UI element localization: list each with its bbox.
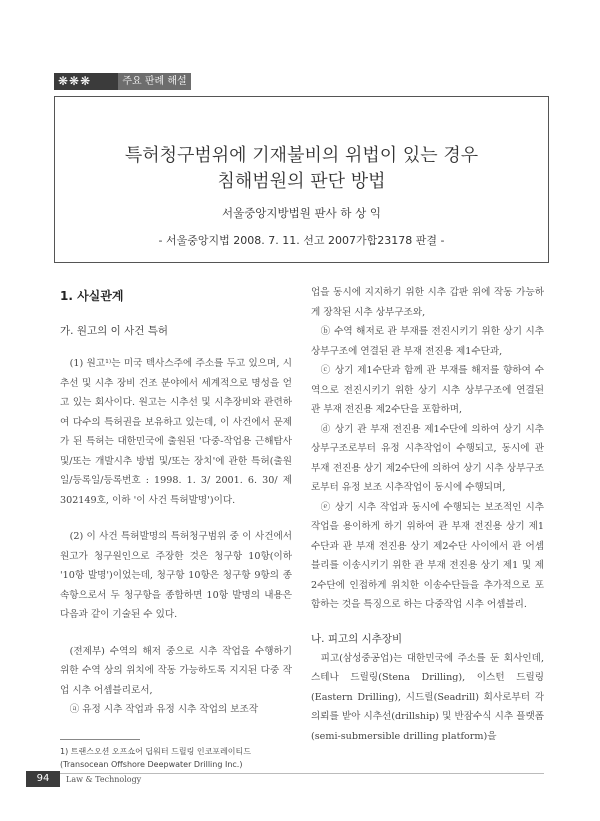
- section-heading: 1. 사실관계: [60, 289, 124, 303]
- paragraph: (전제부) 수역의 해저 중으로 시추 작업을 수행하기 위한 수역 상의 위치에 작동 가능하도록 지지된 다중 작업 시추 어셈블리로서,: [60, 645, 292, 696]
- paragraph: 피고(삼성중공업)는 대한민국에 주소를 둔 회사인데, 스테나 드릴링(Stena Drilling), 이스턴 드릴링(Eastern Drilling), 시드릴(Seadrill) 회사로부터 각 의뢰를 받아 시추선(drillship) 및 반잠수식 시추 플랫폼(semi-submersible drilling platform)을: [311, 652, 544, 742]
- paragraph: 업을 동시에 지지하기 위한 시추 갑판 위에 작동 가능하게 장착된 시추 상부구조와,: [311, 287, 544, 318]
- stars-icon: ❋❋❋: [58, 74, 92, 88]
- subsection-heading: 가. 원고의 이 사건 특허: [60, 325, 168, 337]
- author-line: 서울중앙지방법원 판사 하 상 익: [221, 206, 382, 220]
- paragraph: (1) 원고¹⁾는 미국 텍사스주에 주소를 두고 있으며, 시추선 및 시추 장비 건조 분야에서 세계적으로 명성을 얻고 있는 회사이다. 원고는 시추선 및 시추장비와 관련하여 다수의 특허권을 보유하고 있는데, 이 사건에서 문제가 된 특허는 대한민국에 출원된 '다중-작업용 근해탐사 및/또는 개발시추 방법 및/또는 장치'에 관한 특허(출원일/등록일/등록번호 : 1998. 1. 3/ 2001. 6. 30/ 제302149호, 이하 '이 사건 특허발명')이다.: [60, 358, 292, 506]
- paragraph: ⓔ 상기 시추 작업과 동시에 수행되는 보조적인 시추작업을 용이하게 하기 위하여 관 부재 전진용 상기 제1수단과 관 부재 전진용 상기 제2수단 사이에서 관 어셈블리를 이송시키기 위한 관 부재 전진용 상기 제1 및 제2수단에 인접하게 위치한 이송수단들을 추가적으로 포함하는 것을 특징으로 하는 다중작업 시추 어셈블리.: [311, 501, 544, 610]
- paragraph: ⓒ 상기 제1수단과 함께 관 부재를 해저를 향하여 수역으로 전진시키기 위한 상기 시추 상부구조에 연결된 관 부재 전진용 제2수단을 포함하며,: [311, 365, 544, 415]
- title-box: [54, 96, 549, 263]
- header-tag-label: 주요 판례 해설: [118, 73, 191, 90]
- paragraph: (2) 이 사건 특허발명의 특허청구범위 중 이 사건에서 원고가 청구원인으로 주장한 것은 청구항 10항(이하 '10항 발명')이었는데, 청구항 10항은 청구항 9항의 종속항으로서 두 청구항을 종합하면 10항 발명의 내용은 다음과 같이 기술된 수 있다.: [60, 531, 292, 620]
- case-reference: - 서울중앙지법 2008. 7. 11. 선고 2007가합23178 판결 -: [158, 234, 445, 247]
- right-column: [311, 283, 544, 746]
- paragraph: ⓑ 수역 해저로 관 부재를 전진시키기 위한 상기 시추 상부구조에 연결된 관 부재 전진용 제1수단과,: [311, 326, 544, 357]
- subsection-heading: 나. 피고의 시추장비: [311, 632, 403, 645]
- paragraph: ⓓ 상기 관 부재 전진용 제1수단에 의하여 상기 시추 상부구조로부터 유정 시추작업이 수행되고, 동시에 관 부재 전진용 상기 제2수단에 의하여 상기 시추 상부구조로부터 유정 보조 시추작업이 동시에 수행되며,: [311, 423, 544, 493]
- footnote: 1) 트랜스오션 오프쇼어 딥워터 드릴링 인코포레이티드(Transocean Offshore Deepwater Drilling Inc.): [60, 747, 251, 769]
- page-number: 94: [26, 771, 60, 787]
- article-title-line1: 특허청구범위에 기재불비의 위법이 있는 경우: [124, 145, 479, 166]
- paragraph: ⓐ 유정 시추 작업과 유정 시추 작업의 보조작: [69, 704, 259, 715]
- publication-name: Law & Technology: [66, 775, 142, 784]
- left-column: [60, 283, 292, 720]
- footnote-divider: [60, 739, 140, 740]
- article-title-line2: 침해범원의 판단 방법: [217, 171, 386, 192]
